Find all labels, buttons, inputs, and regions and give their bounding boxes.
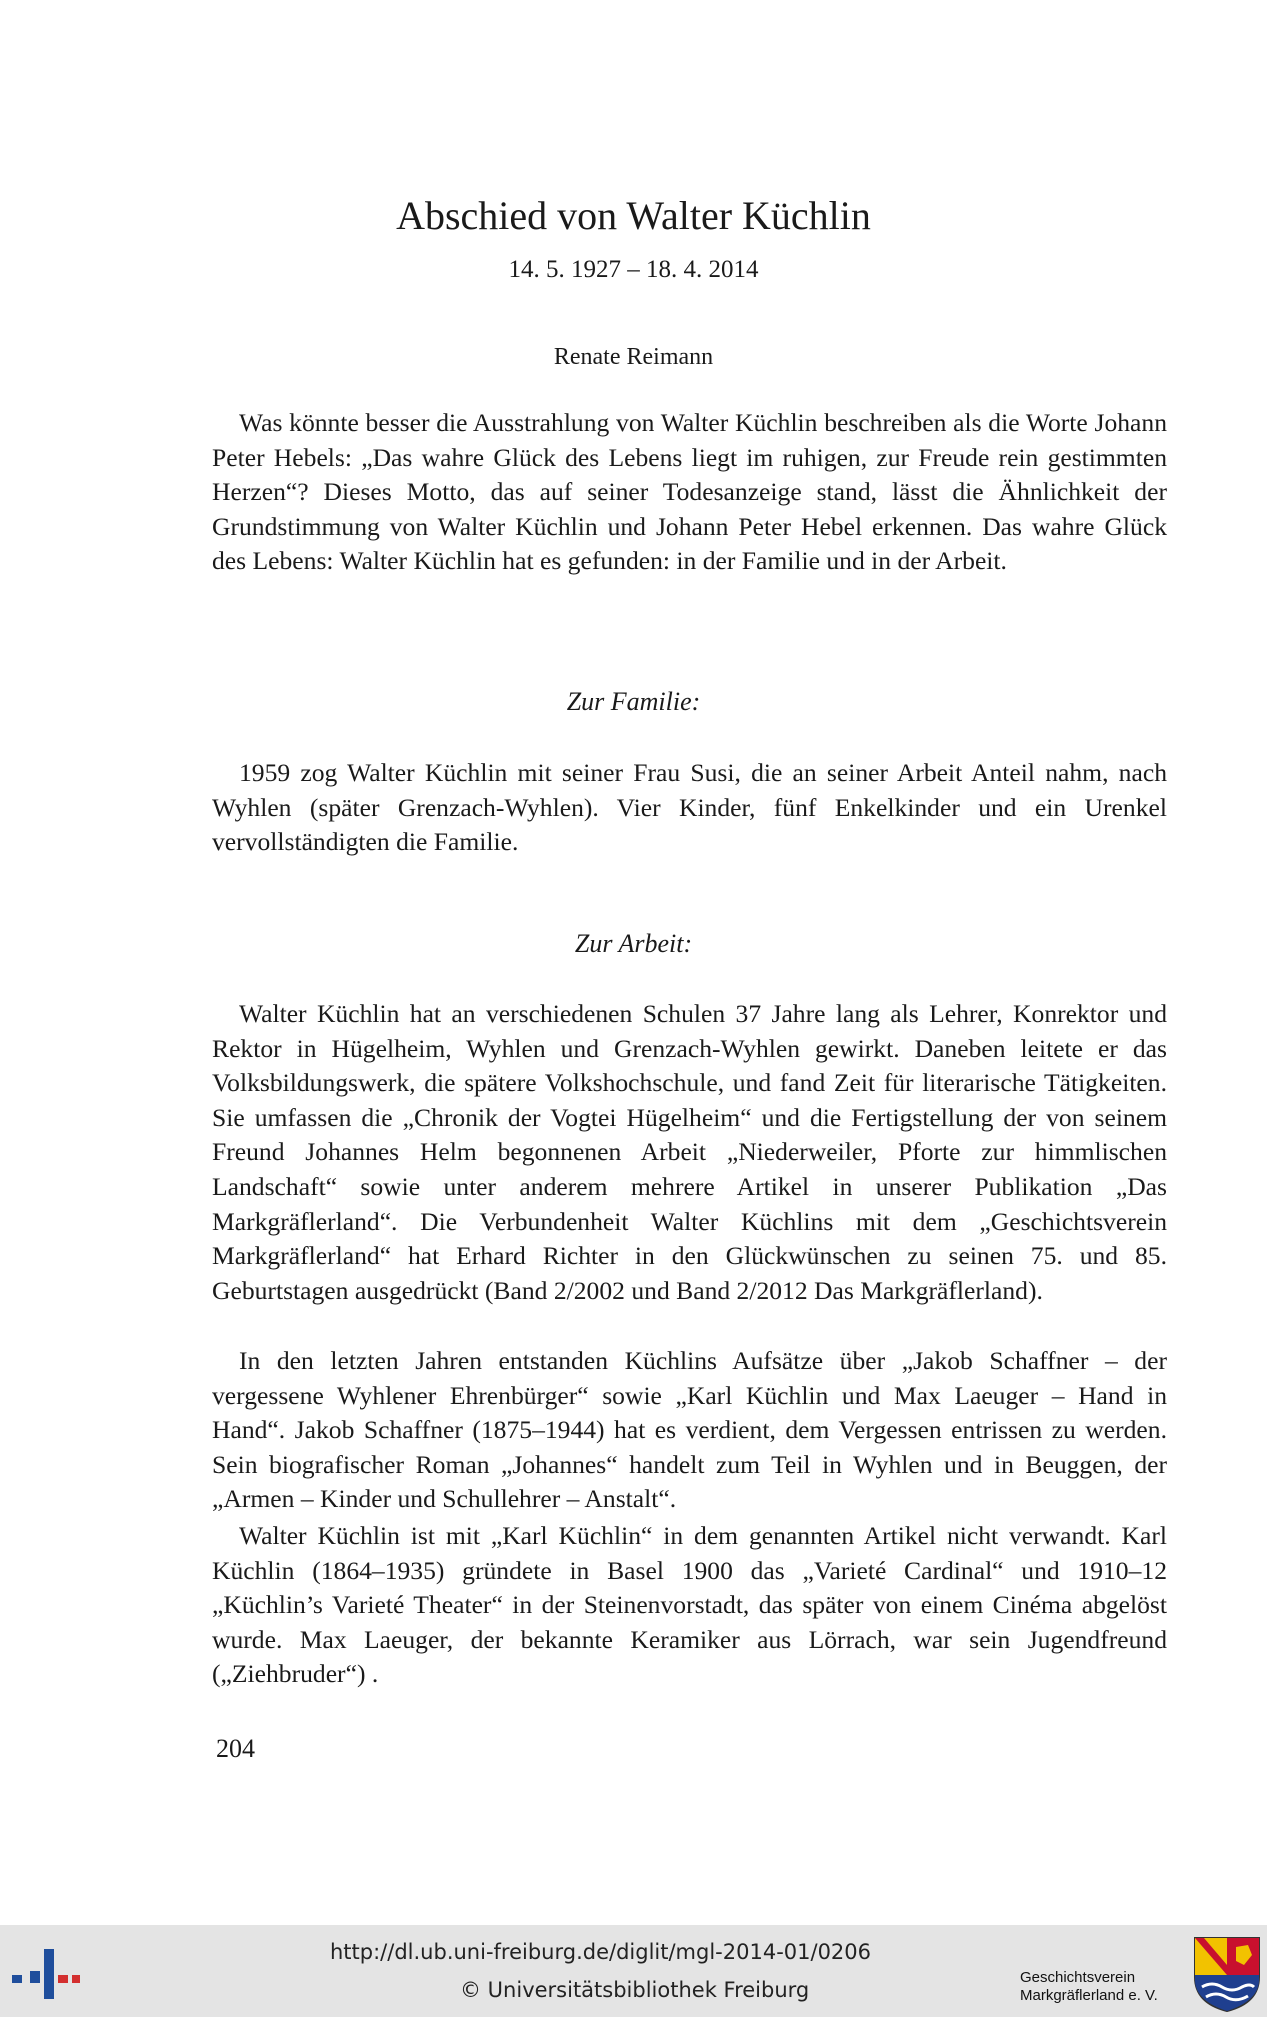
work-paragraph-1: Walter Küchlin hat an verschiedenen Schulen 37 Jahre lang als Lehrer, Konrektor und Rektor in Hügelheim, Wyhlen und Grenzach-Wyhlen gewirkt. Daneben leitete er das Volksbildungswerk, die spätere Volkshochschule, und fand Zeit für literarische Tätigkeiten. Sie umfassen die „Chronik der Vogtei Hügelheim“ und die Fertigstellung der von seinem Freund Johannes Helm begonnenen Arbeit „Niederweiler, Pforte zur himmlischen Landschaft“ sowie unter anderem mehrere Artikel in unserer Publikation „Das Markgräflerland“. Die Verbundenheit Walter Küchlins mit dem „Geschichtsverein Markgräflerland“ hat Erhard Richter in den Glückwünschen zu seinen 75. und 85. Geburtstagen ausgedrückt (Band 2/2002 und Band 2/2012 Das Markgräflerland).: [212, 999, 1167, 1305]
copyright-notice: © Universitätsbibliothek Freiburg: [460, 1978, 810, 2002]
heading-family: Zur Familie:: [566, 687, 701, 716]
family-paragraph: 1959 zog Walter Küchlin mit seiner Frau Susi, die an seiner Arbeit Anteil nahm, nach Wyhlen (später Grenzach-Wyhlen). Vier Kinder, fünf Enkelkinder und ein Urenkel vervollständigten die Familie.: [212, 758, 1167, 857]
permalink-url[interactable]: http://dl.ub.uni-freiburg.de/diglit/mgl-2014-01/0206: [330, 1940, 872, 1964]
society-name: [1020, 1969, 1158, 2005]
heading-work: Zur Arbeit:: [574, 929, 693, 958]
coat-of-arms-icon: [1192, 1935, 1262, 2013]
work-paragraph-2: In den letzten Jahren entstanden Küchlins Aufsätze über „Jakob Schaffner – der vergessene Wyhlener Ehrenbürger“ sowie „Karl Küchlin und Max Laeuger – Hand in Hand“. Jakob Schaffner (1875–1944) hat es verdient, dem Vergessen entrissen zu werden. Sein biografischer Roman „Johannes“ handelt zum Teil in Wyhlen und in Beuggen, der „Armen – Kinder und Schullehrer – Anstalt“.: [212, 1346, 1167, 1514]
article-title: Abschied von Walter Küchlin: [396, 193, 871, 238]
society-name-line2: Markgräflerland e. V.: [1020, 1987, 1158, 2004]
life-dates: 14. 5. 1927 – 18. 4. 2014: [508, 256, 759, 283]
library-footer-bar: [0, 1925, 1267, 2017]
university-library-logo-icon: [6, 1945, 82, 2001]
work-paragraph-3: Walter Küchlin ist mit „Karl Küchlin“ in dem genannten Artikel nicht verwandt. Karl Küchlin (1864–1935) gründete in Basel 1900 das „Varieté Cardinal“ und 1910–12 „Küchlin’s Varieté Theater“ in der Steinenvorstadt, das später von einem Cinéma abgelöst wurde. Max Laeuger, der bekannte Keramiker aus Lörrach, war sein Jugendfreund („Ziehbruder“) .: [212, 1521, 1167, 1689]
author-name: Renate Reimann: [553, 344, 714, 370]
society-name-line1: Geschichtsverein: [1020, 1969, 1136, 1986]
page-number: 204: [216, 1734, 255, 1763]
intro-paragraph: Was könnte besser die Ausstrahlung von Walter Küchlin beschreiben als die Worte Johann Peter Hebels: „Das wahre Glück des Lebens liegt im ruhigen, zur Freude rein gestimmten Herzen“? Dieses Motto, das auf seiner Todesanzeige stand, lässt die Ähnlichkeit der Grundstimmung von Walter Küchlin und Johann Peter Hebel erkennen. Das wahre Glück des Lebens: Walter Küchlin hat es gefunden: in der Familie und in der Arbeit.: [212, 408, 1167, 576]
